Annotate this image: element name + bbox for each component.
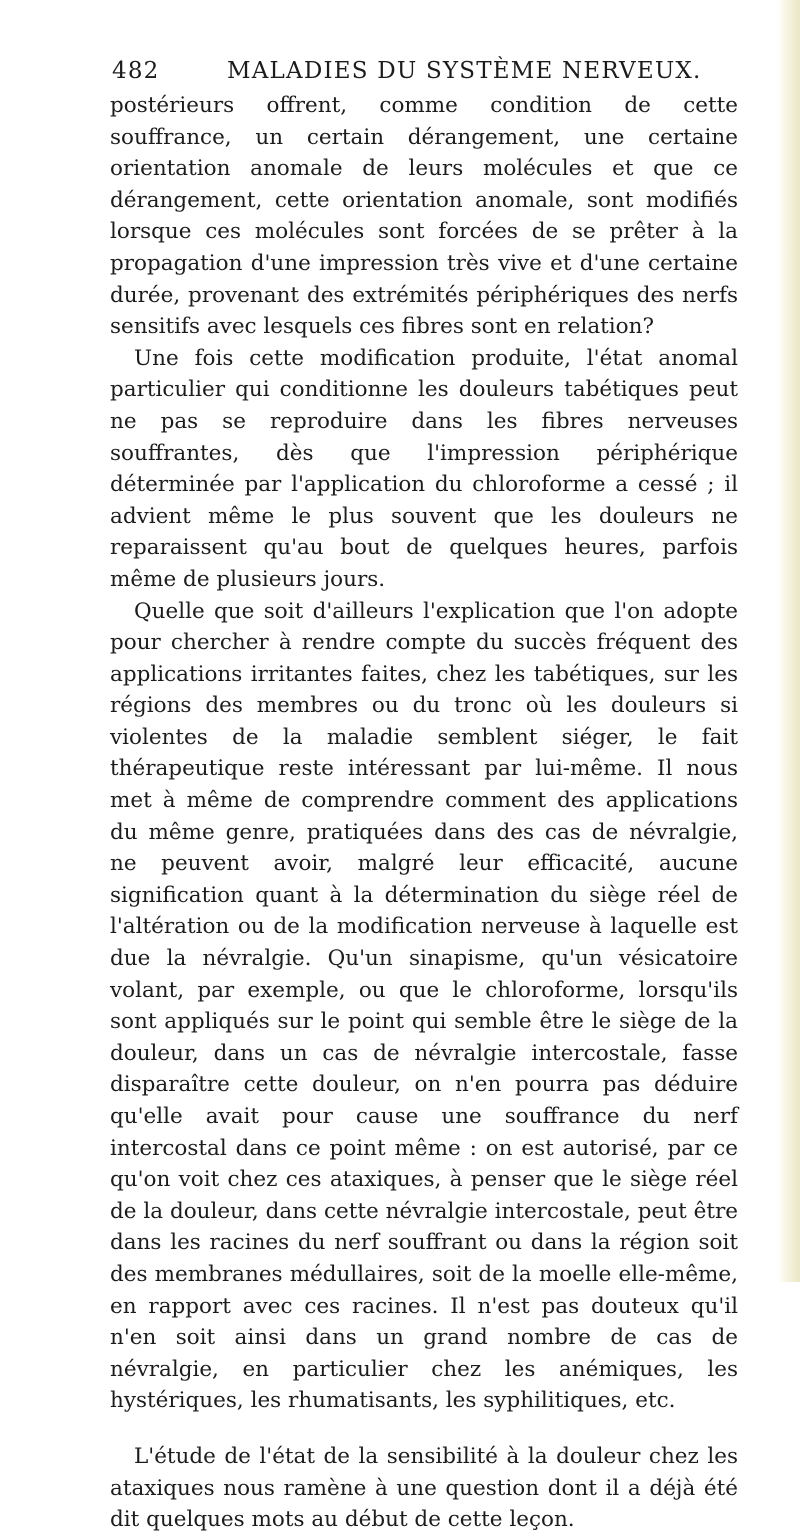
running-title: MALADIES DU SYSTÈME NERVEUX.: [227, 58, 702, 84]
paragraph-etude: L'étude de l'état de la sensibilité à la douleur chez les ataxiques nous ramène à une question dont il a déjà été dit quelques mots au début de cette leçon.: [110, 1443, 738, 1533]
page-number: 482: [112, 58, 160, 84]
paragraph-continuation: postérieurs offrent, comme condition de cette souffrance, un certain dérangement, une certaine orientation anomale de leurs molécules et que ce dérangement, cette orientation anomale, sont modifiés lorsque ces molécules sont forcées de se prêter à la propagation d'une impression très vive et d'une certaine durée, provenant des extrémités périphériques des nerfs sensitifs avec lesquels ces fibres sont en relation?: [110, 93, 738, 340]
running-header: [112, 58, 702, 90]
page-edge-shadow: [778, 0, 800, 1282]
body-text: [110, 90, 738, 1536]
paragraph-modification: Une fois cette modification produite, l'état anomal particulier qui conditionne les douleurs tabétiques peut ne pas se reproduire dans les fibres nerveuses souffrantes, dès que l'impression périphérique déterminée par l'application du chloroforme a cessé ; il advient même le plus souvent que les douleurs ne reparaissent qu'au bout de quelques heures, parfois même de plusieurs jours.: [110, 345, 738, 592]
paragraph-explication: Quelle que soit d'ailleurs l'explication que l'on adopte pour chercher à rendre compte du succès fréquent des applications irritantes faites, chez les tabétiques, sur les régions des membres ou du tronc où les douleurs si violentes de la maladie semblent siéger, le fait thérapeutique reste intéressant par lui-même. Il nous met à même de comprendre comment des applications du même genre, pratiquées dans des cas de névralgie, ne peuvent avoir, malgré leur efficacité, aucune signification quant à la détermination du siège réel de l'altération ou de la modification nerveuse à laquelle est due la névralgie. Qu'un sinapisme, qu'un vésicatoire volant, par exemple, ou que le chloroforme, lorsqu'ils sont appliqués sur le point qui semble être le siège de la douleur, dans un cas de névralgie intercostale, fasse disparaître cette douleur, on n'en pourra pas déduire qu'elle avait pour cause une souffrance du nerf intercostal dans ce point même : on est autorisé, par ce qu'on voit chez ces ataxiques, à penser que le siège réel de la douleur, dans cette névralgie intercostale, peut être dans les racines du nerf souffrant ou dans la région soit des membranes médullaires, soit de la moelle elle-même, en rapport avec ces racines. Il n'est pas douteux qu'il n'en soit ainsi dans un grand nombre de cas de névralgie, en particulier chez les anémiques, les hystériques, les rhumatisants, les syphilitiques, etc.: [110, 598, 738, 1414]
